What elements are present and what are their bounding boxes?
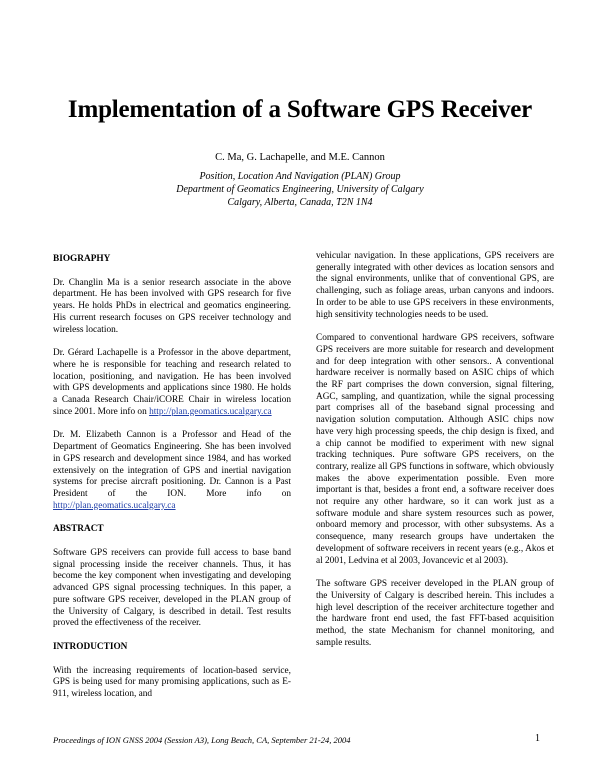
introduction-text: With the increasing requirements of location-based service, GPS is being used for many promising applications, such as E-911, wireless location, and [53, 665, 291, 700]
page-number: 1 [535, 733, 540, 744]
plan-receiver-paragraph: The software GPS receiver developed in the PLAN group of the University of Calgary is described herein. This includes a high level description of the receiver architecture together and the hardware front end used, the fast FFT-based acquisition method, the state Mechanism for channel monitoring, and sample results. [316, 579, 554, 648]
biography-cannon [53, 430, 291, 512]
biography-lachapelle-text: Dr. Gérard Lachapelle is a Professor in the above department, where he is responsible for teaching and research related to location, positioning, and navigation. He has been involved with GPS developments and applications since 1980. He holds a Canada Research Chair/iCORE Chair in wireless location since 2001. More info on [53, 348, 291, 417]
abstract-heading: ABSTRACT [53, 524, 104, 535]
plan-link-2[interactable]: http://plan.geomatics.ucalgary.ca [53, 500, 176, 511]
affiliation-line-2: Department of Geomatics Engineering, University of Calgary [176, 184, 424, 195]
footer-citation: Proceedings of ION GNSS 2004 (Session A3), Long Beach, CA, September 21-24, 2004 [53, 735, 351, 745]
right-column [316, 251, 554, 662]
affiliation-line-1: Position, Location And Navigation (PLAN) Group [199, 171, 401, 182]
biography-ma: Dr. Changlin Ma is a senior research associate in the above department. He has been involved with GPS research for five years. He holds PhDs in electrical and geomatics engineering. His current research focuses on GPS receiver technology and wireless location. [53, 277, 291, 335]
affiliation-line-3: Calgary, Alberta, Canada, T2N 1N4 [227, 197, 373, 208]
software-vs-hardware-paragraph: Compared to conventional hardware GPS receivers, software GPS receivers are more suitable for research and development and for deep integration with other sensors.. A conventional hardware receiver is normally based on ASIC chips of which the RF part comprises the down conversion, signal filtering, AGC, sampling, and quantization, while the signal processing part comprises all of the baseband signal processing and navigation solution computation. Although ASIC chips now have very high processing speeds, the chip design is fixed, and a chip cannot be modified to experiment with new signal tracking techniques. Pure software GPS receivers, on the contrary, realize all GPS functions in software, which obviously makes the above experimentation possible. Even more important is that, besides a front end, a software receiver does not require any other hardware, so it can work just as a software module and share system resources such as power, onboard memory and processor, with other subsystems. As a consequence, many research groups have undertaken the development of software receivers in recent years (e.g., Akos et al 2001, Ledvina et al 2003, Jovancevic et al 2003). [316, 333, 554, 566]
introduction-heading: INTRODUCTION [53, 641, 128, 652]
paper-title: Implementation of a Software GPS Receiver [67, 96, 533, 123]
introduction-continued: vehicular navigation. In these applications, GPS receivers are generally integrated with other devices as location sensors and the signal environments, unlike that of conventional GPS, are challenging, such as foliage areas, urban canyons and indoors. In order to be able to use GPS receivers in these environments, high sensitivity technologies needs to be used. [316, 251, 554, 320]
affiliation [0, 170, 600, 209]
biography-lachapelle [53, 348, 291, 418]
plan-link-1[interactable]: http://plan.geomatics.ucalgary.ca [149, 406, 272, 417]
author-list: C. Ma, G. Lachapelle, and M.E. Cannon [215, 152, 385, 163]
left-column [53, 254, 291, 713]
biography-cannon-text: Dr. M. Elizabeth Cannon is a Professor and Head of the Department of Geomatics Engineering. She has been involved in GPS research and development since 1984, and has worked extensively on the integration of GPS and inertial navigation systems for precise aircraft positioning. Dr. Cannon is a Past President of the ION. More info on [53, 430, 291, 499]
biography-heading: BIOGRAPHY [53, 254, 111, 264]
abstract-text: Software GPS receivers can provide full access to base band signal processing inside the receiver channels. Thus, it has become the key component when investigating and developing advanced GPS signal processing techniques. In this paper, a pure software GPS receiver, developed in the PLAN group of the University of Calgary, is described in detail. Test results proved the effectiveness of the receiver. [53, 548, 291, 629]
